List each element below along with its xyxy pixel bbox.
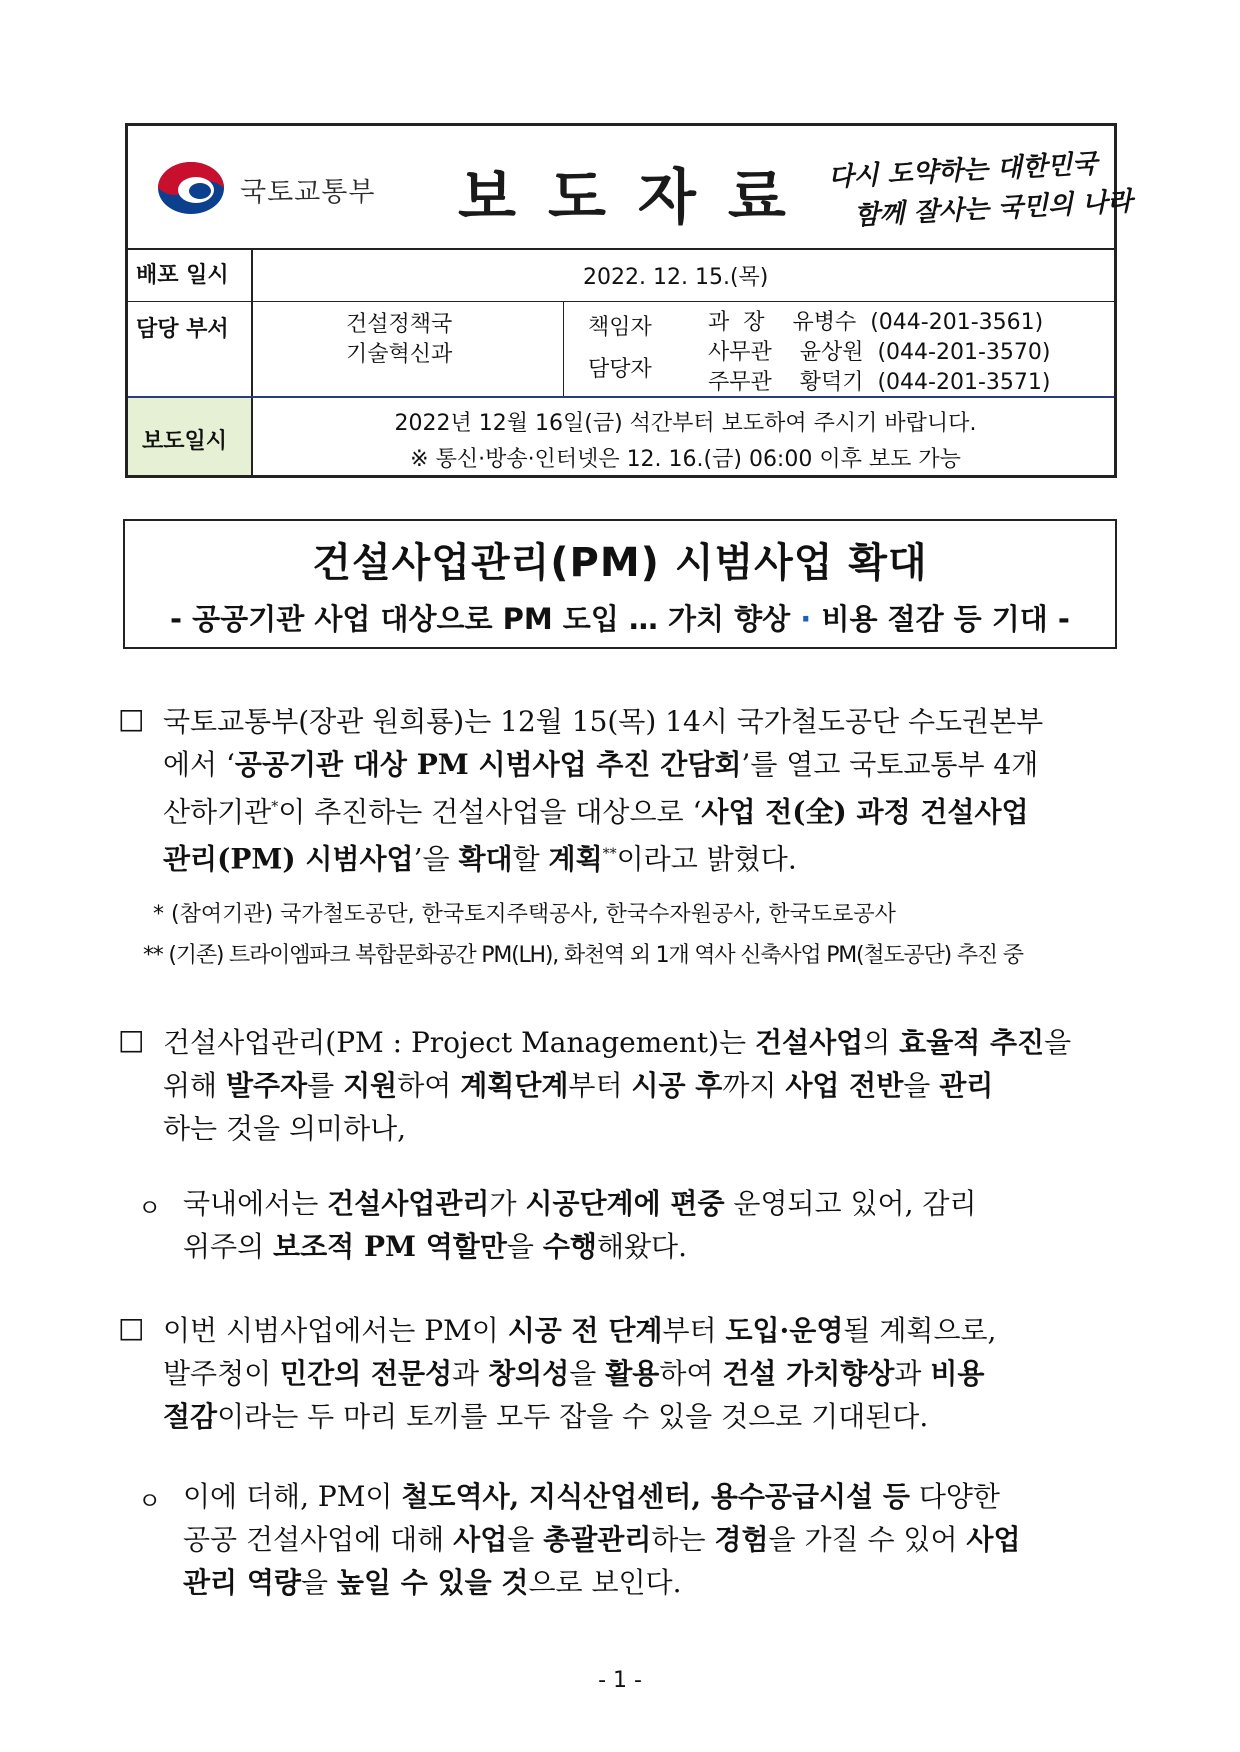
paragraph-line: 위해 발주자를 지원하여 계획단계부터 시공 후까지 사업 전반을 관리 xyxy=(163,1069,994,1102)
subheadline-part-2: 비용 절감 등 기대 - xyxy=(821,602,1070,636)
paragraph-line: 발주청이 민간의 전문성과 창의성을 활용하여 건설 가치향상과 비용 xyxy=(163,1357,985,1390)
circle-bullet: ㅇ xyxy=(138,1487,162,1515)
press-release-title: 보도자료 xyxy=(458,163,818,233)
paragraph-line: 관리(PM) 시범사업’을 확대할 계획**이라고 밝혔다. xyxy=(163,842,797,876)
release-date-label: 배포 일시 xyxy=(128,248,253,301)
paragraph-line: 건설사업관리(PM : Project Management)는 건설사업의 효율적 추진을 xyxy=(163,1026,1072,1059)
box-bullet: □ xyxy=(118,702,145,735)
paragraph-3 xyxy=(183,1182,1123,1268)
subheadline xyxy=(125,597,1115,638)
subheadline-dot: · xyxy=(800,602,812,636)
contact-item: 사무관 윤상원 (044-201-3570) xyxy=(708,340,1051,365)
department-line-1: 건설정책국 xyxy=(346,312,453,337)
contact-item: 주무관 황덕기 (044-201-3571) xyxy=(708,370,1051,395)
release-date-row xyxy=(128,248,1114,302)
divider xyxy=(563,302,564,396)
paragraph-line: 산하기관*이 추진하는 건설사업을 대상으로 ‘사업 전(全) 과정 건설사업 xyxy=(163,795,1029,829)
subheadline-part-1: - 공공기관 사업 대상으로 PM 도입 … 가치 향상 xyxy=(170,602,791,636)
slogan-line-2: 함께 잘사는 국민의 나라 xyxy=(853,186,1134,232)
paragraph-line: 이번 시범사업에서는 PM이 시공 전 단계부터 도입·운영될 계획으로, xyxy=(163,1314,997,1347)
ministry-logo-icon xyxy=(156,160,226,216)
box-bullet: □ xyxy=(118,1311,145,1344)
staff-label: 담당자 xyxy=(588,357,652,382)
header-banner xyxy=(128,126,1134,250)
circle-bullet: ㅇ xyxy=(138,1194,162,1222)
paragraph-1 xyxy=(163,700,1123,881)
headline-box xyxy=(123,519,1117,649)
paragraph-line: 국토교통부(장관 원희룡)는 12월 15(목) 14시 국가철도공단 수도권본부 xyxy=(163,705,1044,738)
embargo-row xyxy=(128,398,1114,475)
paragraph-2 xyxy=(163,1021,1123,1150)
paragraph-line: 에서 ‘공공기관 대상 PM 시범사업 추진 간담회’를 열고 국토교통부 4개 xyxy=(163,748,1039,781)
contact-item: 과 장 유병수 (044-201-3561) xyxy=(708,310,1044,335)
slogan-line-1: 다시 도약하는 대한민국 xyxy=(827,148,1098,194)
paragraph-line: 공공 건설사업에 대해 사업을 총괄관리하는 경험을 가질 수 있어 사업 xyxy=(183,1523,1021,1556)
headline: 건설사업관리(PM) 시범사업 확대 xyxy=(312,540,928,586)
paragraph-line: 위주의 보조적 PM 역할만을 수행해왔다. xyxy=(183,1230,687,1263)
embargo-line-1: 2022년 12월 16일(금) 석간부터 보도하여 주시기 바랍니다. xyxy=(394,411,977,436)
footnote-1: * (참여기관) 국가철도공단, 한국토지주택공사, 한국수자원공사, 한국도로공사 xyxy=(153,902,896,927)
paragraph-line: 이에 더해, PM이 철도역사, 지식산업센터, 용수공급시설 등 다양한 xyxy=(183,1480,1000,1513)
paragraph-line: 국내에서는 건설사업관리가 시공단계에 편중 운영되고 있어, 감리 xyxy=(183,1187,977,1220)
box-bullet: □ xyxy=(118,1023,145,1056)
slogan xyxy=(827,148,1134,232)
press-header xyxy=(125,123,1134,478)
contact-list xyxy=(708,308,1051,398)
footnote-2: ** (기존) 트라이엠파크 복합문화공간 PM(LH), 화천역 외 1개 역사 신축사업 PM(철도공단) 추진 중 xyxy=(143,943,1023,968)
ministry-name: 국토교통부 xyxy=(240,177,376,208)
paragraph-4 xyxy=(163,1309,1123,1438)
department-name xyxy=(346,310,452,370)
department-row xyxy=(128,302,1114,398)
paragraph-line: 관리 역량을 높일 수 있을 것으로 보인다. xyxy=(183,1566,682,1599)
paragraph-line: 절감이라는 두 마리 토끼를 모두 잡을 수 있을 것으로 기대된다. xyxy=(163,1400,929,1433)
embargo-label: 보도일시 xyxy=(128,398,253,475)
responsible-label: 책임자 xyxy=(588,315,652,340)
paragraph-5 xyxy=(183,1475,1123,1604)
department-line-2: 기술혁신과 xyxy=(346,342,453,367)
release-date: 2022. 12. 15.(목) xyxy=(583,265,769,290)
paragraph-line: 하는 것을 의미하나, xyxy=(163,1112,407,1145)
embargo-line-2: ※ 통신·방송·인터넷은 12. 16.(금) 06:00 이후 보도 가능 xyxy=(410,447,961,472)
page-number: - 1 - xyxy=(598,1668,642,1693)
department-label: 담당 부서 xyxy=(128,302,253,396)
